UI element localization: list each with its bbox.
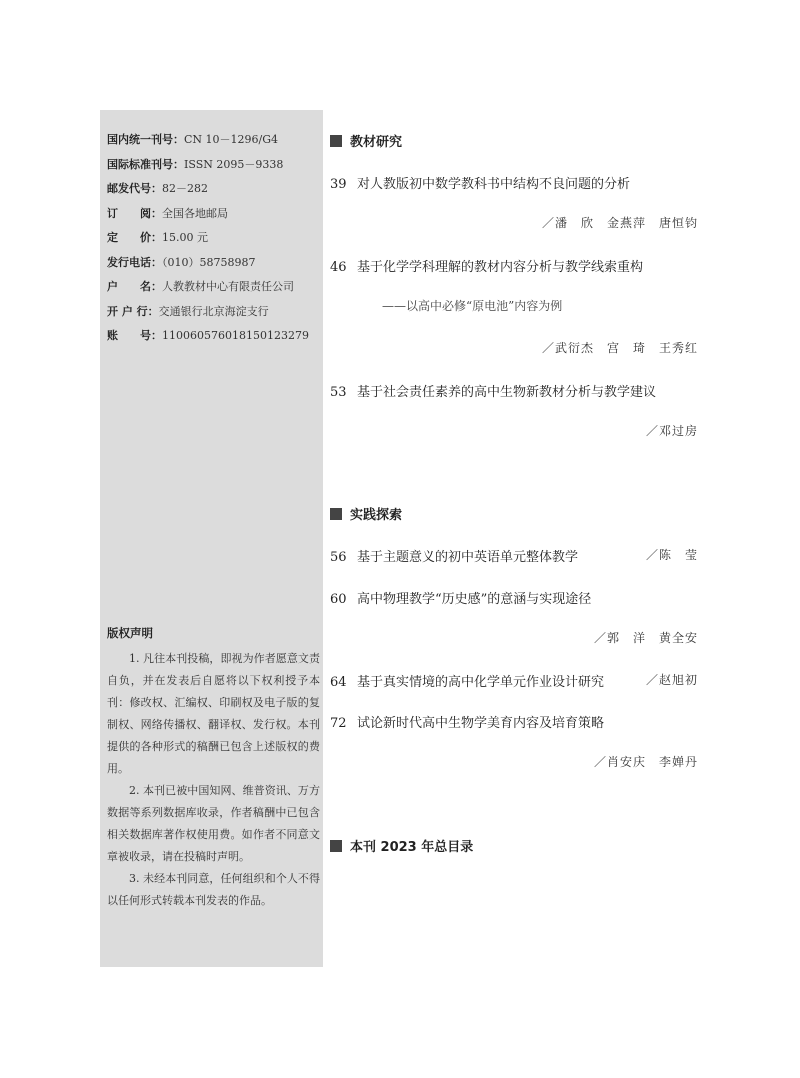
info-row-price (107, 226, 319, 251)
info-row-postal-code (107, 177, 319, 202)
info-row-account-number (107, 324, 319, 349)
article-authors: ／肖安庆 李婵丹 (593, 755, 698, 769)
toc-entry[interactable] (330, 588, 698, 607)
toc-entry[interactable] (330, 256, 698, 275)
info-label: 订 阅： (107, 206, 162, 220)
section-title: 教材研究 (350, 135, 403, 150)
copyright-paragraph: 1. 凡往本刊投稿，即视为作者愿意文责自负，并在发表后自愿将以下权利授予本刊：修改权、汇编权、印刷权及电子版的复制权、网络传播权、翻译权、发行权。本刊提供的各种形式的稿酬已包含上述版权的费用。 (107, 652, 320, 775)
section-heading (330, 504, 402, 523)
article-subtitle: ——以高中必修“原电池”内容为例 (382, 299, 563, 313)
article-title: 基于化学学科理解的教材内容分析与教学线索重构 (357, 260, 644, 275)
info-value: 110060576018150123279 (162, 329, 309, 342)
article-title: 基于主题意义的初中英语单元整体教学 (357, 550, 579, 565)
info-label: 国内统一刊号： (107, 133, 184, 146)
article-authors: ／武衍杰 宫 琦 王秀红 (541, 341, 698, 355)
article-authors: ／邓过房 (645, 424, 698, 438)
article-authors: ／郭 洋 黄全安 (593, 631, 698, 645)
info-value: ISSN 2095－9338 (184, 157, 284, 171)
info-label: 定 价： (107, 231, 162, 244)
info-value: 15.00 元 (162, 231, 208, 244)
copyright-paragraph: 2. 本刊已被中国知网、维普资讯、万方数据等系列数据库收录，作者稿酬中已包含相关数据库著作权使用费。如作者不同意文章被收录，请在投稿时声明。 (107, 784, 320, 863)
page-number: 53 (330, 385, 347, 400)
square-bullet-icon (330, 135, 342, 147)
section-title: 实践探索 (350, 508, 403, 523)
article-authors: ／潘 欣 金燕萍 唐恒钧 (541, 216, 698, 230)
page-number: 46 (330, 260, 347, 275)
info-value: 交通银行北京海淀支行 (158, 304, 269, 318)
article-title: 试论新时代高中生物学美育内容及培育策略 (357, 716, 605, 731)
info-value: （010）58758987 (162, 255, 256, 269)
info-value: 人教教材中心有限责任公司 (162, 280, 294, 293)
page-number: 64 (330, 675, 347, 690)
info-row-subscription (107, 202, 319, 227)
info-row-account-name (107, 275, 319, 300)
article-title: 对人教版初中数学教科书中结构不良问题的分析 (357, 177, 631, 192)
page-number: 72 (330, 716, 347, 731)
section-heading (330, 836, 473, 855)
info-label: 国际标准刊号： (107, 157, 184, 171)
article-authors: ／赵旭初 (645, 673, 698, 687)
info-row-phone (107, 251, 319, 276)
publication-info (107, 128, 319, 349)
square-bullet-icon (330, 840, 342, 852)
info-label: 开 户 行： (107, 304, 159, 318)
page-number: 39 (330, 177, 347, 192)
section-heading (330, 131, 402, 150)
article-authors: ／陈 莹 (645, 548, 698, 562)
copyright-paragraph: 3. 未经本刊同意，任何组织和个人不得以任何形式转载本刊发表的作品。 (107, 872, 320, 907)
toc-entry[interactable] (330, 173, 698, 192)
copyright-title: 版权声明 (107, 626, 153, 640)
page-number: 60 (330, 592, 347, 607)
toc-entry[interactable] (330, 546, 698, 565)
article-title: 基于真实情境的高中化学单元作业设计研究 (357, 675, 605, 690)
article-title: 高中物理教学“历史感”的意涵与实现途径 (357, 592, 592, 607)
info-value: CN 10－1296/G4 (184, 133, 279, 146)
section-title: 本刊 2023 年总目录 (350, 840, 474, 855)
info-label: 发行电话： (107, 255, 162, 269)
info-row-issn (107, 153, 319, 178)
toc-entry[interactable] (330, 381, 698, 400)
info-value: 全国各地邮局 (162, 206, 228, 220)
info-row-bank (107, 300, 319, 325)
info-row-cn (107, 128, 319, 153)
info-label: 户 名： (107, 280, 162, 293)
square-bullet-icon (330, 508, 342, 520)
page-number: 56 (330, 550, 347, 565)
info-label: 账 号： (107, 329, 162, 342)
toc-entry[interactable] (330, 712, 698, 731)
article-title: 基于社会责任素养的高中生物新教材分析与教学建议 (357, 385, 657, 400)
copyright-notice (107, 622, 320, 912)
info-value: 82－282 (162, 182, 208, 195)
info-label: 邮发代号： (107, 182, 162, 195)
toc-entry[interactable] (330, 671, 698, 690)
